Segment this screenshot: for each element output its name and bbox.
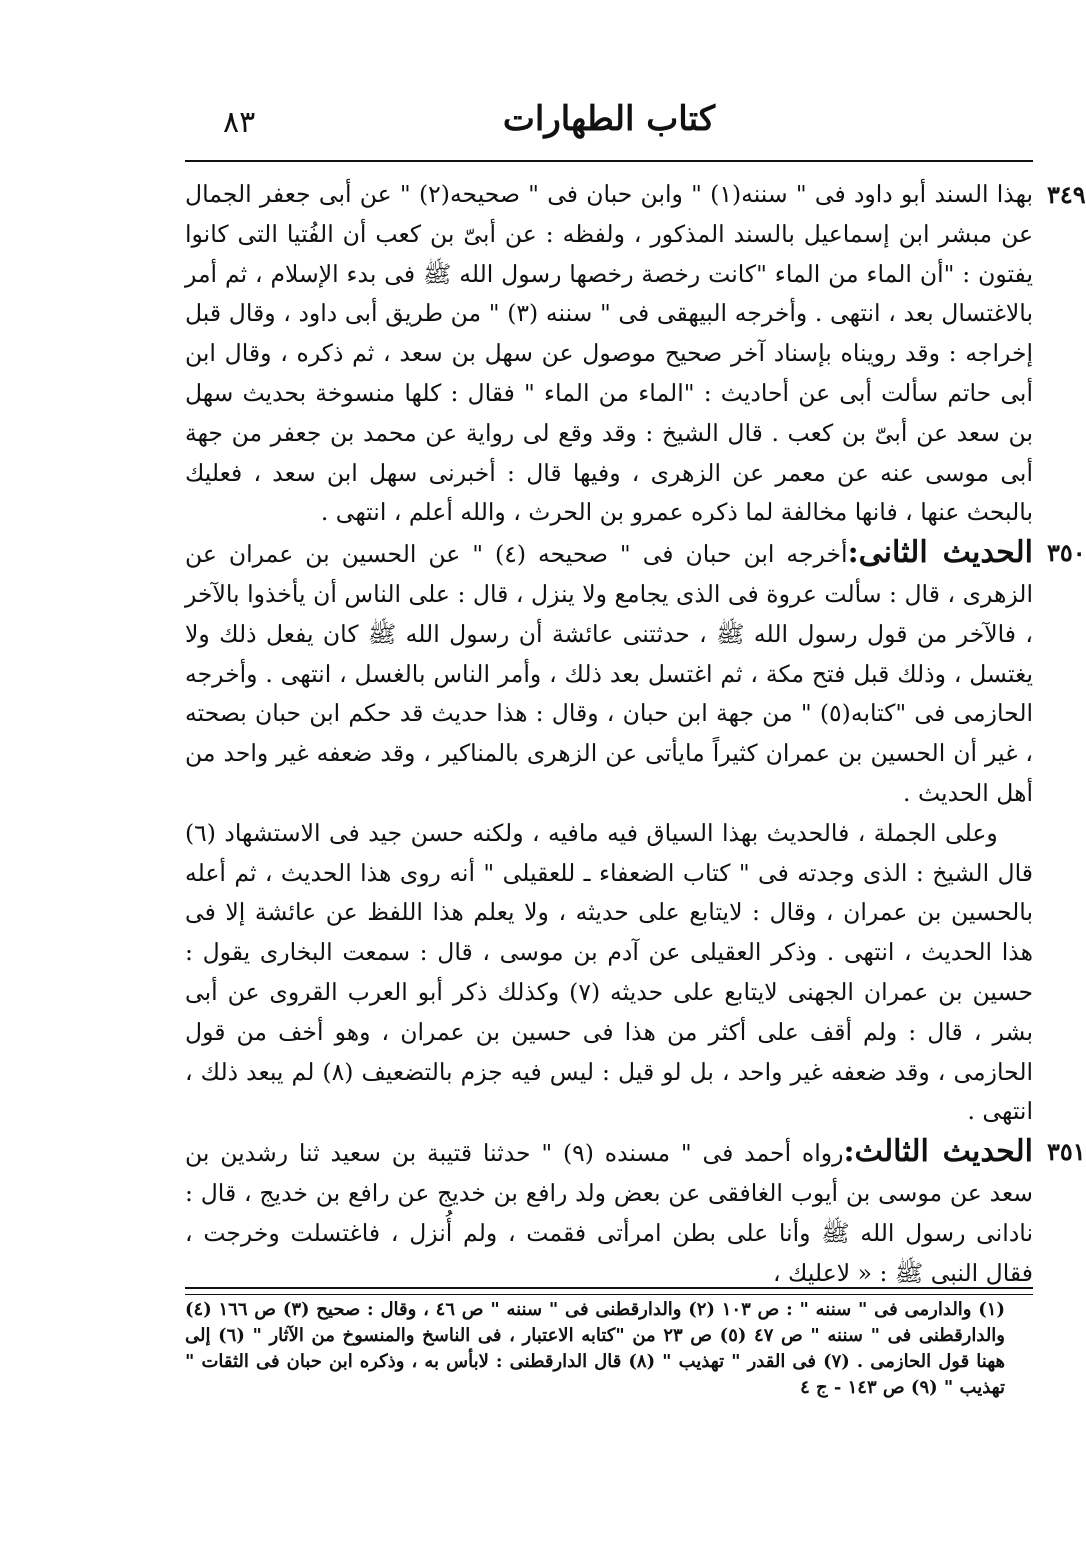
hadith-349-paragraph bbox=[185, 175, 1086, 533]
hadith-351-text: رواه أحمد فى " مسنده (٩) " حدثنا قتيبة بن سعيد ثنا رشدين بن سعد عن موسى بن أيوب الغافقى عن بعض ولد رافع بن خديج عن رافع بن خديج ، قال : نادانى رسول الله ﷺ وأنا على بطن امرأتى فقمت ، ولم أُنزل ، فاغتسلت وخرجت ، فقال النبى ﷺ : « لاعليك ، bbox=[185, 1139, 1033, 1287]
hadith-351-paragraph bbox=[185, 1132, 1086, 1293]
header-divider bbox=[185, 160, 1033, 162]
hadith-349-text: بهذا السند أبو داود فى " سننه(١) " وابن حبان فى " صحيحه(٢) " عن أبى جعفر الجمال عن مبشر ابن إسماعيل بالسند المذكور ، ولفظه : عن أبىّ بن كعب أن الفُتيا التى كانوا يفتون : "أن الماء من الماء "كانت رخصة رخصها رسول الله ﷺ فى بدء الإسلام ، ثم أمر بالاغتسال بعد ، انتهى . وأخرجه البيهقى فى " سننه (٣) " من طريق أبى داود ، وقال قبل إخراجه : وقد رويناه بإسناد آخر صحيح موصول عن سهل بن سعد ، ثم ذكره ، وقال ابن أبى حاتم سألت أبى عن أحاديث : "الماء من الماء " فقال : كلها منسوخة بحديث سهل بن سعد عن أبىّ بن كعب . قال الشيخ : وقد وقع لى رواية عن محمد بن جعفر من جهة أبى موسى عنه عن معمر عن الزهرى ، وفيها قال : أخبرنى سهل ابن سعد ، فعليك بالبحث عنها ، فانها مخالفة لما ذكره عمرو بن الحرث ، والله أعلم ، انتهى . bbox=[185, 180, 1033, 527]
hadith-350-text: أخرجه ابن حبان فى " صحيحه (٤) " عن الحسين بن عمران عن الزهرى ، قال : سألت عروة فى الذى يجامع ولا ينزل ، قال : على الناس أن يأخذوا بالآخر ، فالآخر من قول رسول الله ﷺ ، حدثتنى عائشة أن رسول الله ﷺ كان يفعل ذلك ولا يغتسل ، وذلك قبل فتح مكة ، ثم اغتسل بعد ذلك ، وأمر الناس بالغسل ، انتهى . وأخرجه الحازمى فى "كتابه(٥) " من جهة ابن حبان ، وقال : هذا حديث قد حكم ابن حبان بصحته ، غير أن الحسين بن عمران كثيراً مايأتى عن الزهرى بالمناكير ، وقد ضعفه غير واحد من أهل الحديث . bbox=[185, 540, 1034, 807]
footnotes bbox=[185, 1297, 1005, 1401]
main-text bbox=[185, 175, 1086, 1293]
hadith-number-349: ٣٤٩ bbox=[1047, 180, 1086, 209]
hadith-350-commentary-text: وعلى الجملة ، فالحديث بهذا السياق فيه مافيه ، ولكنه حسن جيد فى الاستشهاد (٦) قال الشيخ : الذى وجدته فى " كتاب الضعفاء ـ للعقيلى " أنه روى هذا الحديث ، ثم أعله بالحسين بن عمران ، وقال : لايتابع على حديثه ، ولا يعلم هذا اللفظ عن عائشة إلا فى هذا الحديث ، انتهى . وذكر العقيلى عن آدم بن موسى ، قال : سمعت البخارى يقول : حسين بن عمران الجهنى لايتابع على حديثه (٧) وكذلك ذكر أبو العرب القروى عن أبى بشر ، قال : ولم أقف على أكثر من هذا فى حسين بن عمران ، وهو أخف من قول الحازمى ، وقد ضعفه غير واحد ، بل لو قيل : ليس فيه جزم بالتضعيف (٨) لم يبعد ذلك ، انتهى . bbox=[185, 818, 1034, 1126]
footnotes-text: (١) والدارمى فى " سننه " : ص ١٠٣ (٢) والدارقطنى فى " سننه " ص ٤٦ ، وقال : صحيح (٣) ص ١٦٦ (٤) والدارقطنى فى " سننه " ص ٤٧ (٥) ص ٢٣ من "كتابه الاعتبار ، فى الناسخ والمنسوخ من الآثار " (٦) إلى ههنا قول الحازمى . (٧) فى القدر " تهذيب " (٨) قال الدارقطنى : لابأس به ، وذكره ابن حبان فى الثقات " تهذيب " (٩) ص ١٤٣ - ج ٤ bbox=[185, 1299, 1005, 1398]
hadith-350-heading: الحديث الثانى: bbox=[847, 535, 1033, 571]
hadith-number-350: ٣٥٠ bbox=[1047, 538, 1086, 568]
page-header bbox=[185, 95, 1033, 151]
hadith-number-351: ٣٥١ bbox=[1047, 1137, 1086, 1167]
hadith-350-paragraph bbox=[185, 533, 1086, 814]
book-title: كتاب الطهارات bbox=[502, 99, 716, 139]
hadith-350-commentary bbox=[185, 814, 1033, 1132]
footnote-divider bbox=[185, 1287, 1033, 1295]
hadith-351-heading: الحديث الثالث: bbox=[843, 1134, 1033, 1170]
page-number: ٨٣ bbox=[223, 105, 256, 140]
